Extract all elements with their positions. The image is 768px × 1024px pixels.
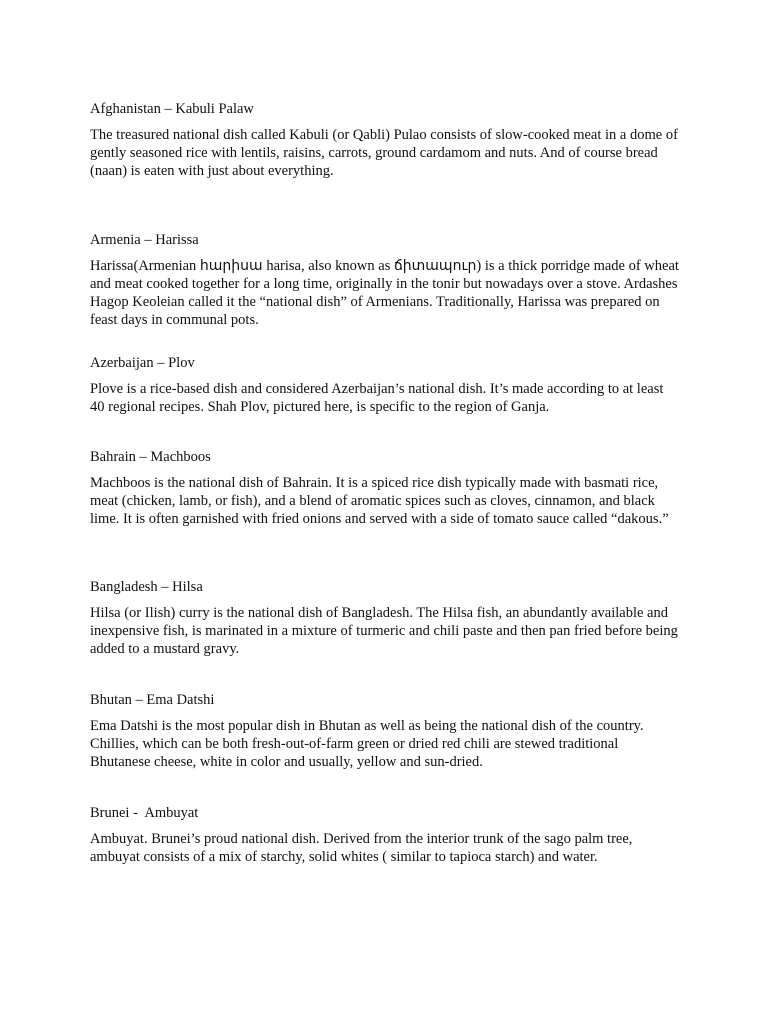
entry-heading: Bhutan – Ema Datshi (90, 692, 215, 708)
entry-text: Ambuyat. Brunei’s proud national dish. Derived from the interior trunk of the sago palm tree, ambuyat consists of a mix of starchy, solid whites ( similar to tapioca starch) and water. (90, 831, 633, 865)
entry-brunei (90, 804, 680, 866)
entry-bhutan (90, 691, 680, 771)
entry-heading: Bangladesh – Hilsa (90, 579, 203, 595)
entry-text-part: harisa, also known as (262, 258, 394, 274)
entry-text: Ema Datshi is the most popular dish in Bhutan as well as being the national dish of the country. Chillies, which can be both fresh-out-of-farm green or dried red chili are stewed traditional Bhutanese cheese, white in color and usually, yellow and sun-dried. (90, 718, 644, 770)
entry-text: The treasured national dish called Kabuli (or Qabli) Pulao consists of slow-cooked meat in a dome of gently seasoned rice with lentils, raisins, carrots, ground cardamom and nuts. And of course bread (naan) is eaten with just about everything. (90, 127, 678, 179)
entry-text: Hilsa (or Ilish) curry is the national dish of Bangladesh. The Hilsa fish, an abundantly available and inexpensive fish, is marinated in a mixture of turmeric and chili paste and then pan fried before being added to a mustard gravy. (90, 605, 678, 657)
entry-bangladesh (90, 578, 680, 658)
entry-heading: Azerbaijan – Plov (90, 355, 195, 371)
entry-heading: Afghanistan – Kabuli Palaw (90, 101, 254, 117)
entry-afghanistan (90, 100, 680, 180)
armenian-word: ճիտապուր (393, 258, 477, 274)
entry-text: Plove is a rice-based dish and considered Azerbaijan’s national dish. It’s made according to at least 40 regional recipes. Shah Plov, pictured here, is specific to the region of Ganja. (90, 381, 664, 415)
entry-azerbaijan (90, 354, 680, 416)
entry-armenia (90, 231, 680, 329)
entry-heading: Brunei - Ambuyat (90, 805, 199, 821)
entry-text: Machboos is the national dish of Bahrain. It is a spiced rice dish typically made with basmati rice, meat (chicken, lamb, or fish), and a blend of aromatic spices such as cloves, cinnamon, and black lime. It is often garnished with fried onions and served with a side of tomato sauce called “dakous.” (90, 475, 669, 527)
entry-heading: Bahrain – Machboos (90, 449, 211, 465)
entry-heading: Armenia – Harissa (90, 232, 199, 248)
entry-text-part: ) is a thick porridge made of wheat and meat cooked together for a long time, originally in the tonir but nowadays over a stove. Ardashes Hagop Keoleian called it the “national dish” of Armenians. Traditionally, Harissa was prepared on feast days in communal pots. (90, 258, 679, 328)
armenian-word: հարիսա (199, 258, 263, 274)
entry-text-part: Harissa(Armenian (90, 258, 200, 274)
entry-bahrain (90, 448, 680, 528)
entry-text (90, 257, 680, 329)
